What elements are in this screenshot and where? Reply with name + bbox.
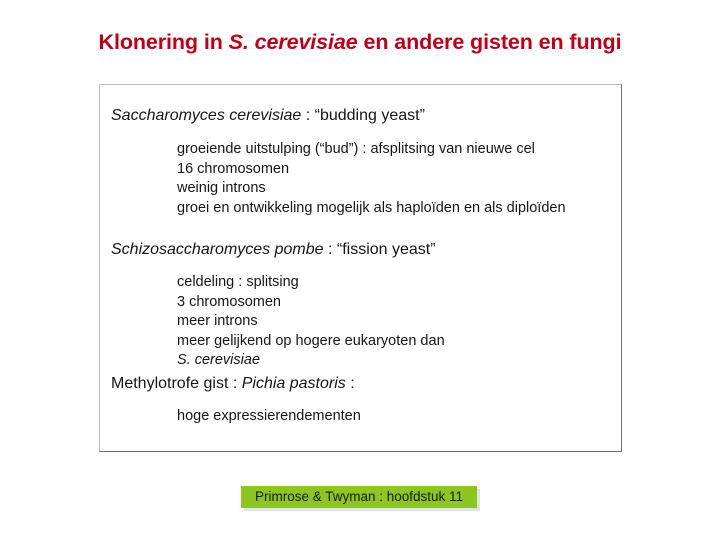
reference-banner xyxy=(241,486,477,508)
section-heading-species: Saccharomyces cerevisiae xyxy=(111,107,302,124)
list-item-species: S. cerevisiae xyxy=(177,352,261,368)
section-heading-rest: : xyxy=(345,375,355,392)
list-item: groei en ontwikkeling mogelijk als haploïden en als diploïden xyxy=(177,199,566,216)
content-panel xyxy=(99,84,622,452)
list-item: 3 chromosomen xyxy=(177,293,281,310)
list-item-text: meer gelijkend op hogere eukaryoten dan xyxy=(177,332,445,349)
page-title-prefix: Klonering in xyxy=(98,30,229,54)
section-items-pichia xyxy=(177,407,361,427)
section-heading-species: Schizosaccharomyces pombe xyxy=(111,241,324,258)
section-items-saccharomyces xyxy=(177,140,566,218)
page-title-suffix: en andere gisten en fungi xyxy=(357,30,622,54)
list-item: celdeling : splitsing xyxy=(177,274,299,290)
list-item: hoge expressierendementen xyxy=(177,408,361,424)
section-heading-schizosaccharomyces xyxy=(111,240,436,260)
section-heading-prefix: Methylotrofe gist : xyxy=(111,375,242,392)
list-item: weinig introns xyxy=(177,180,266,196)
section-items-schizosaccharomyces xyxy=(177,273,445,371)
section-heading-rest: : “budding yeast” xyxy=(301,107,425,124)
list-item: 16 chromosomen xyxy=(177,160,290,177)
section-heading-rest: : “fission yeast” xyxy=(323,241,436,258)
section-heading-species: Pichia pastoris xyxy=(241,375,346,392)
section-heading-pichia xyxy=(111,374,355,394)
page-title-species: S. cerevisiae xyxy=(228,30,358,54)
list-item xyxy=(177,332,445,371)
section-heading-saccharomyces xyxy=(111,106,425,126)
page-title xyxy=(0,30,720,55)
list-item: meer introns xyxy=(177,313,258,329)
reference-banner-label: Primrose & Twyman : hoofdstuk 11 xyxy=(254,489,464,504)
list-item: groeiende uitstulping (“bud”) : afsplitsing van nieuwe cel xyxy=(177,141,535,157)
